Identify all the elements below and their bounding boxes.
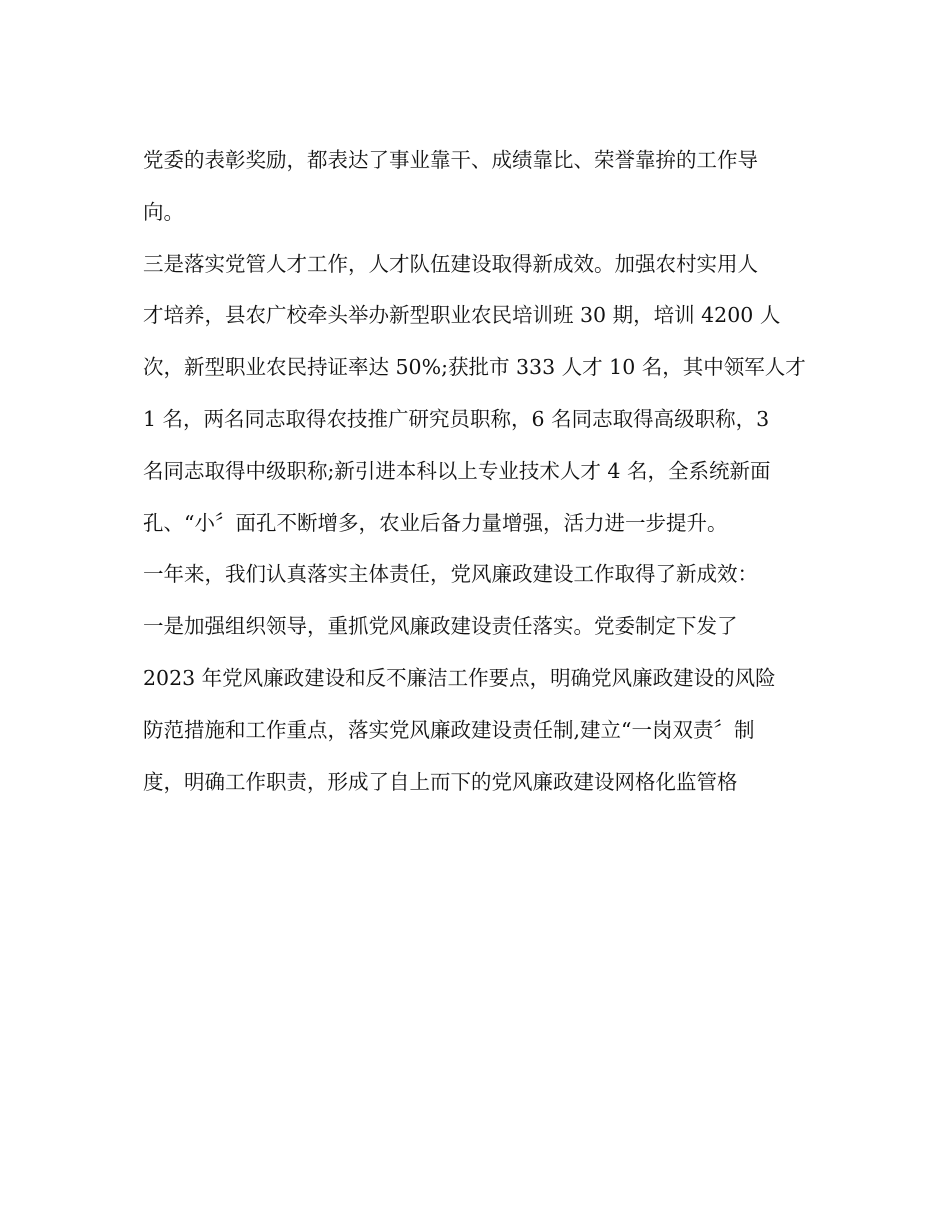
text-line: 党委的表彰奖励，都表达了事业靠干、成绩靠比、荣誉靠拚的工作导 <box>143 148 758 172</box>
text-line: 孔、“小〞面孔不断增多，农业后备力量增强，活力进一步提升。 <box>143 510 728 535</box>
text-line: 三是落实党管人才工作，人才队伍建设取得新成效。加强农村实用人 <box>143 251 758 276</box>
text-line: 次，新型职业农民持证率达 50%;获批市 333 人才 10 名，其中领军人才 <box>143 355 806 380</box>
text-line: 一年来，我们认真落实主体责任，党风廉政建设工作取得了新成效： <box>143 562 758 587</box>
text-line: 1 名，两名同志取得农技推广研究员职称，6 名同志取得高级职称，3 <box>143 406 770 431</box>
text-line: 2023 年党风廉政建设和反不廉洁工作要点，明确党风廉政建设的风险 <box>143 665 776 690</box>
text-line: 才培养，县农广校牵头举办新型职业农民培训班 30 期，培训 4200 人 <box>143 303 781 328</box>
text-line: 名同志取得中级职称;新引进本科以上专业技术人才 4 名，全系统新面 <box>143 458 771 483</box>
text-line: 防范措施和工作重点，落实党风廉政建设责任制,建立“一岗双责〞制 <box>143 717 755 742</box>
text-line: 度，明确工作职责，形成了自上而下的党风廉政建设网格化监管格 <box>143 769 738 794</box>
text-line: 一是加强组织领导，重抓党风廉政建设责任落实。党委制定下发了 <box>143 614 738 639</box>
text-line: 向。 <box>143 199 184 224</box>
document-body <box>143 138 823 811</box>
